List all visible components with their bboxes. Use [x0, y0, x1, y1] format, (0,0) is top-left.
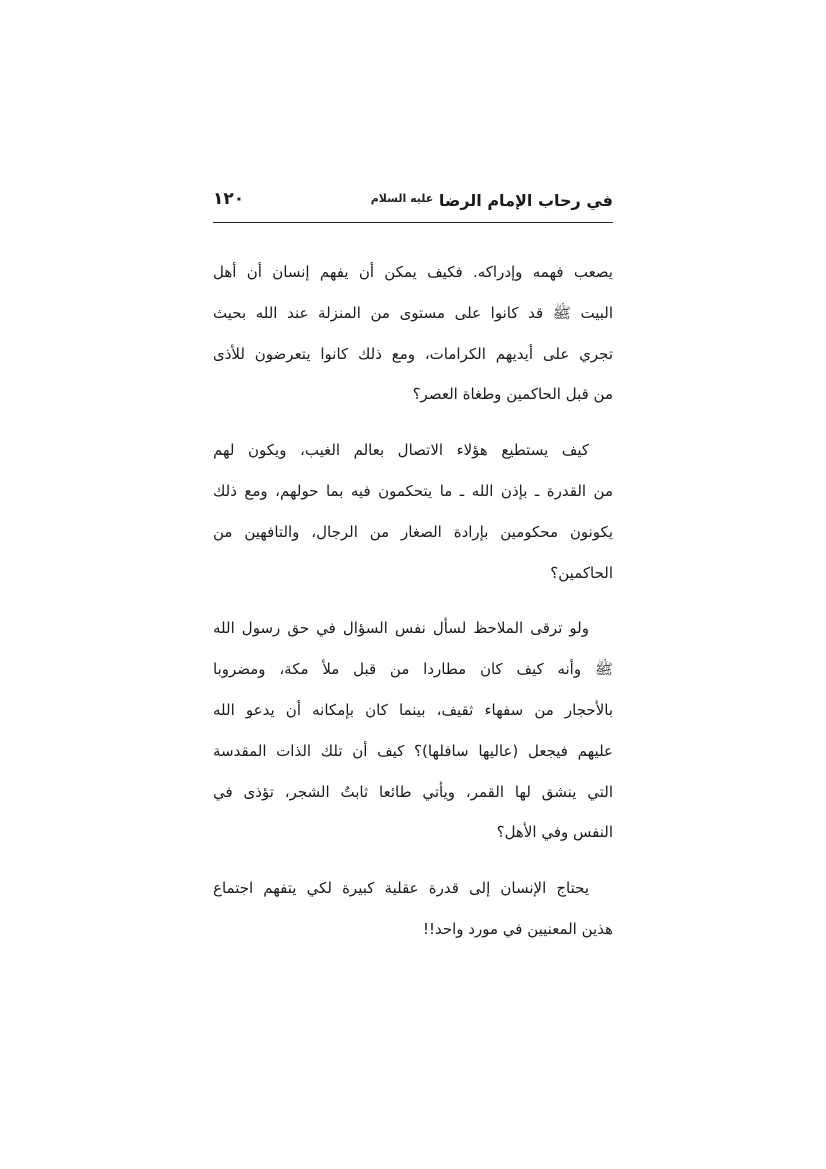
- body-text: [213, 252, 613, 965]
- text-line: يحتاج الإنسان إلى قدرة عقلية كبيرة لكي يتفهم اجتماع: [213, 879, 589, 898]
- honorific-glyph: عليه السلام: [370, 192, 434, 205]
- running-header: [213, 186, 613, 216]
- paragraph-4: [213, 868, 613, 950]
- text-line: ولو ترقى الملاحظ لسأل نفس السؤال في حق رسول الله: [213, 619, 589, 638]
- header-divider: [213, 222, 613, 223]
- paragraph-1: [213, 252, 613, 415]
- text-line: تجري على أيديهم الكرامات، ومع ذلك كانوا يتعرضون للأذى: [213, 344, 613, 363]
- text-line: بالأحجار من سفهاء ثقيف، بينما كان بإمكانه أن يدعو الله: [213, 700, 613, 719]
- text-line: البيت ﷺ قد كانوا على مستوى من المنزلة عند الله بحيث: [213, 303, 613, 322]
- text-line: من قبل الحاكمين وطغاة العصر؟: [412, 385, 613, 404]
- text-line: هذين المعنيين في مورد واحد!!: [422, 919, 613, 938]
- text-line: ﷺ وأنه كيف كان مطاردا من قبل ملأ مكة، ومضروبا: [213, 660, 613, 679]
- text-line: يصعب فهمه وإدراكه. فكيف يمكن أن يفهم إنسان أن أهل: [213, 263, 613, 281]
- text-line: من القدرة ـ بإذن الله ـ ما يتحكمون فيه بما حولهم، ومع ذلك: [213, 481, 613, 500]
- book-title: في رحاب الإمام الرضا: [438, 191, 613, 210]
- text-line: يكونون محكومين بإرادة الصغار من الرجال، والتافهين من: [213, 522, 613, 541]
- page-number: ١٢٠: [213, 189, 245, 209]
- text-line: التي ينشق لها القمر، ويأتي طائعا ثابتُ الشجر، تؤذى في: [213, 782, 613, 801]
- paragraph-2: [213, 430, 613, 593]
- text-line: الحاكمين؟: [550, 563, 613, 582]
- paragraph-3: [213, 608, 613, 853]
- text-line: كيف يستطيع هؤلاء الاتصال بعالم الغيب، ويكون لهم: [213, 441, 589, 460]
- running-title: [371, 186, 613, 214]
- text-line: عليهم فيجعل (عاليها سافلها)؟ كيف أن تلك الذات المقدسة: [213, 741, 613, 760]
- text-line: النفس وفي الأهل؟: [496, 823, 613, 842]
